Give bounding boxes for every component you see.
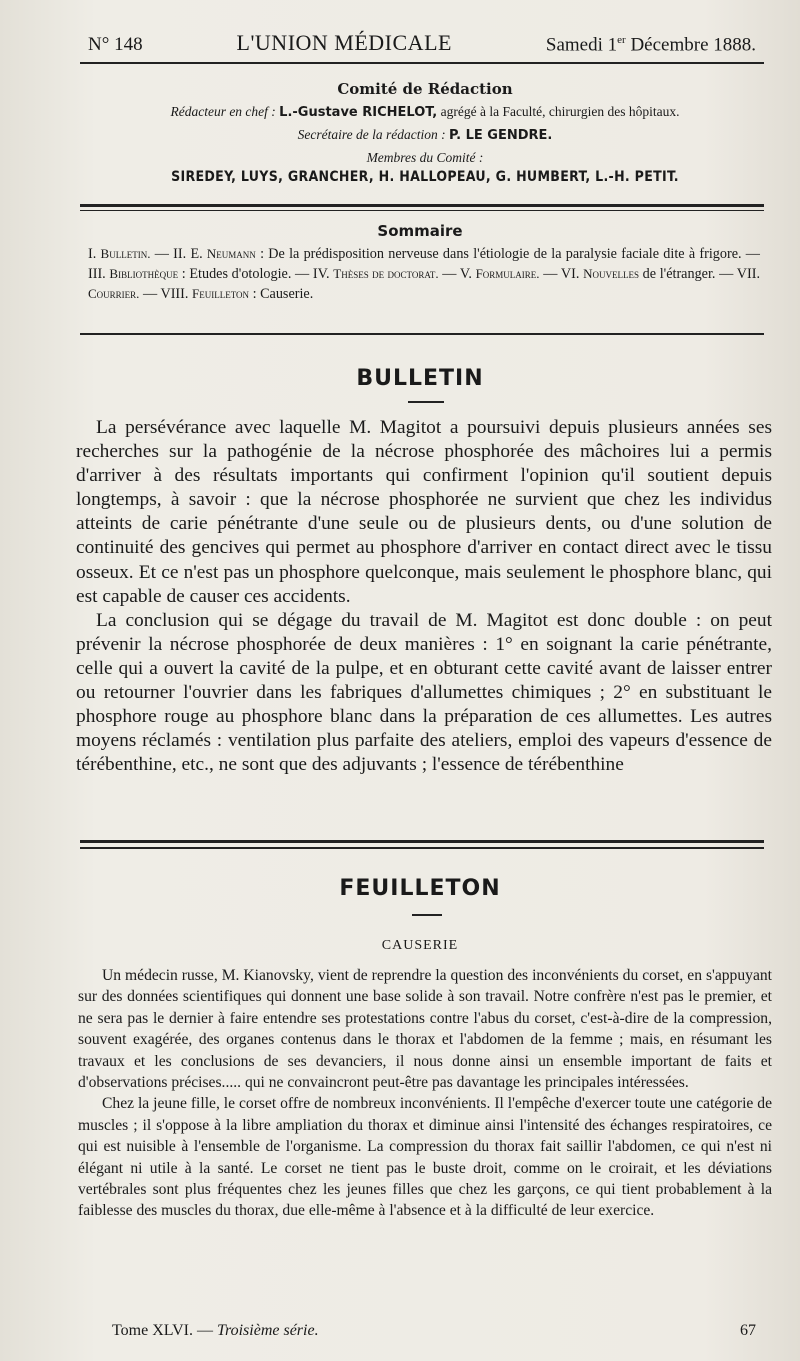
sommaire-head: Bulletin. (100, 246, 151, 261)
sommaire-num: I. (88, 246, 97, 262)
editor-name: L.-Gustave RICHELOT, (279, 105, 438, 120)
sommaire-head: Bibliothèque (109, 266, 179, 281)
sommaire-sep: de l'étranger. — VII. (638, 266, 760, 282)
members-label-line (90, 147, 760, 169)
page-footer (112, 1322, 756, 1340)
editor-label: Rédacteur en chef : (170, 104, 276, 119)
date-suffix: Décembre 1888. (625, 34, 756, 55)
date-prefix: Samedi 1 (545, 34, 618, 55)
date-sup: er (617, 33, 626, 46)
volume-label: Tome XLVI. — (112, 1322, 217, 1339)
sommaire-title: Sommaire (377, 222, 463, 240)
members-label: Membres du Comité : (366, 150, 484, 165)
committee-rule-bottom (80, 210, 764, 211)
journal-title: L'UNION MÉDICALE (236, 30, 452, 55)
feuilleton-title-rule (412, 914, 442, 916)
issue-number: N° 148 (88, 34, 143, 55)
feuilleton-body (78, 965, 772, 1222)
bulletin-title: BULLETIN (356, 366, 484, 391)
feuilleton-rule-bottom (80, 847, 764, 849)
masthead-rule (80, 62, 764, 64)
sommaire-sep: — VIII. (139, 286, 192, 302)
editorial-committee (90, 80, 760, 185)
secretary-label: Secrétaire de la rédaction : (297, 127, 446, 142)
page-number: 67 (740, 1322, 756, 1339)
secretary-name: P. LE GENDRE. (448, 128, 553, 143)
committee-rule-top (80, 204, 764, 207)
bulletin-body (76, 416, 772, 777)
causerie-title: CAUSERIE (381, 938, 459, 953)
sommaire-rule (80, 333, 764, 335)
sommaire-head: Formulaire. (475, 266, 540, 281)
feuilleton-paragraph: Un médecin russe, M. Kianovsky, vient de reprendre la question des inconvénients du corset, en s'appuyant sur des données scientifiques qui donnent une base solide à son travail. Notre confrère n'est pas le premier, et ne sera pas le dernier à faire entendre ses protestations contre l'abus du corset, c'est-à-dire de la compression, souvent exagérée, des organes contenus dans le thorax et l'abdomen de la femme ; mais, en résumant les travaux et les conclusions de ses devanciers, il nous donne ainsi un ensemble important de faits et d'observations précises..... qui ne convaincront peut-être pas davantage les principales intéressées. (78, 967, 772, 1092)
masthead (88, 30, 756, 56)
sommaire-sep: — VI. (539, 266, 584, 282)
sommaire-head: Nouvelles (583, 266, 639, 281)
feuilleton-title: FEUILLETON (339, 876, 501, 901)
feuilleton-rule-top (80, 840, 764, 843)
series-label: Troisième série. (216, 1322, 319, 1339)
sommaire-head: Courrier. (88, 286, 140, 301)
bulletin-title-rule (408, 401, 444, 403)
committee-heading: Comité de Rédaction (337, 80, 513, 98)
issue-date (546, 34, 756, 56)
sommaire-text (88, 244, 760, 304)
editor-detail: agrégé à la Faculté, chirurgien des hôpitaux. (437, 104, 680, 119)
volume-info (112, 1322, 319, 1340)
sommaire-head: Neumann (206, 246, 256, 261)
committee-members: SIREDEY, LUYS, GRANCHER, H. HALLOPEAU, G. HUMBERT, L.-H. PETIT. (171, 169, 679, 185)
sommaire-sep: : Causerie. (249, 286, 314, 302)
editor-line (90, 101, 760, 124)
bulletin-paragraph: La persévérance avec laquelle M. Magitot a poursuivi depuis plusieurs années ses recherches sur la pathogénie de la nécrose phosphorée des mâchoires lui a permis d'arriver à des résultats importants qui confirment l'opinion qu'il soutient depuis longtemps, à savoir : que la nécrose phosphorée ne survient que chez les individus atteints de carie pénétrante d'une seule ou de plusieurs dents, ou d'une solution de continuité des gencives qui permet au phosphore d'arriver en contact direct avec le tissu osseux. Et ce n'est pas un phosphore quelconque, mais seulement le phosphore blanc, qui est capable de causer ces accidents. (76, 417, 772, 607)
secretary-line (90, 124, 760, 147)
sommaire-sep: : De la prédisposition nerveuse dans l'étiologie de la paralysie faciale dite à frigore. — III. (88, 246, 760, 282)
sommaire-sep: — II. E. (150, 246, 207, 262)
sommaire-head: Feuilleton (191, 286, 250, 301)
feuilleton-paragraph: Chez la jeune fille, le corset offre de nombreux inconvénients. Il l'empêche d'exercer toute une catégorie de muscles ; il s'oppose à la libre ampliation du thorax et diminue ainsi l'intensité des échanges respiratoires, ce qui est nuisible à l'ensemble de l'organisme. La compression du thorax fait saillir l'abdomen, ce qui n'est ni élégant ni utile à la santé. Le corset ne tient pas le buste droit, comme on le croirait, et les déviations vertébrales sont plus fréquentes chez les jeunes filles que chez les garçons, ce qui tient probablement à la faiblesse des muscles du thorax, due elle-même à l'absence et à la difficulté de leur exercice. (78, 1095, 772, 1220)
bulletin-paragraph: La conclusion qui se dégage du travail de M. Magitot est donc double : on peut prévenir la nécrose phosphorée de deux manières : 1° en soignant la carie pénétrante, celle qui a ouvert la cavité de la pulpe, et en obturant cette cavité avant de laisser entrer ou retourner l'ouvrier dans les fabriques d'allumettes chimiques ; 2° en substituant le phosphore rouge au phosphore blanc dans la préparation de ces allumettes. Les autres moyens réclamés : ventilation plus parfaite des ateliers, emploi des vapeurs d'essence de térébenthine, etc., ne sont que des adjuvants ; l'essence de térébenthine (76, 609, 772, 776)
sommaire-sep: — V. (438, 266, 476, 282)
sommaire-head: Thèses de doctorat. (333, 266, 439, 281)
sommaire-sep: : Etudes d'otologie. — IV. (178, 266, 334, 282)
